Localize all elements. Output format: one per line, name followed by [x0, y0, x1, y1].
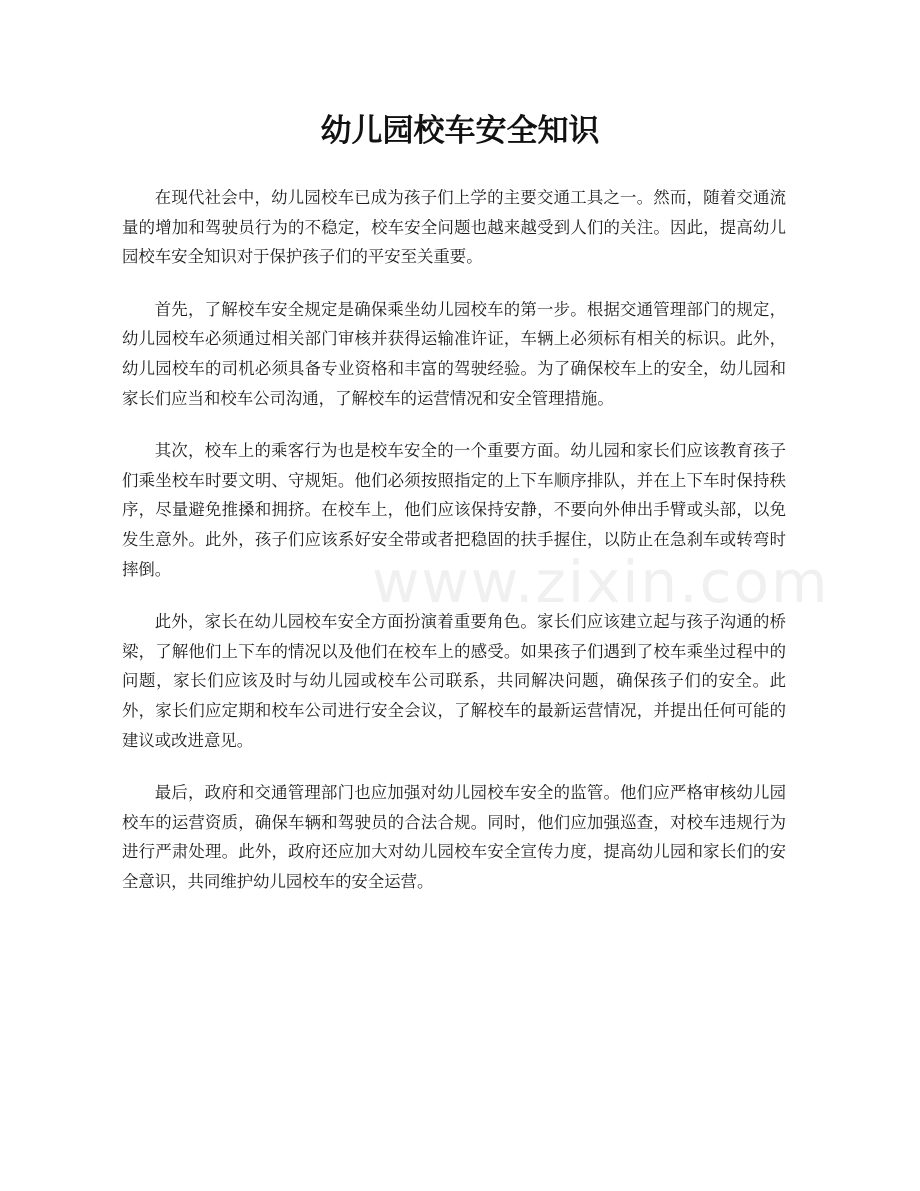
paragraph-government-oversight: 最后，政府和交通管理部门也应加强对幼儿园校车安全的监管。他们应严格审核幼儿园校车的运营资质，确保车辆和驾驶员的合法合规。同时，他们应加强巡查，对校车违规行为进行严肃处理。此外，政府还应加大对幼儿园校车安全宣传力度，提高幼儿园和家长们的安全意识，共同维护幼儿园校车的安全运营。 — [122, 783, 786, 891]
paragraph-parents-role: 此外，家长在幼儿园校车安全方面扮演着重要角色。家长们应该建立起与孩子沟通的桥梁，了解他们上下车的情况以及他们在校车上的感受。如果孩子们遇到了校车乘坐过程中的问题，家长们应该及时与幼儿园或校车公司联系，共同解决问题，确保孩子们的安全。此外，家长们应定期和校车公司进行安全会议，了解校车的最新运营情况，并提出任何可能的建议或改进意见。 — [122, 612, 786, 750]
paragraph-regulations: 首先，了解校车安全规定是确保乘坐幼儿园校车的第一步。根据交通管理部门的规定，幼儿园校车必须通过相关部门审核并获得运输准许证，车辆上必须标有相关的标识。此外，幼儿园校车的司机必须具备专业资格和丰富的驾驶经验。为了确保校车上的安全，幼儿园和家长们应当和校车公司沟通，了解校车的运营情况和安全管理措施。 — [122, 299, 786, 408]
paragraph-intro: 在现代社会中，幼儿园校车已成为孩子们上学的主要交通工具之一。然而，随着交通流量的增加和驾驶员行为的不稳定，校车安全问题也越来越受到人们的关注。因此，提高幼儿园校车安全知识对于保护孩子们的平安至关重要。 — [122, 188, 786, 267]
watermark: www.zixin.com — [372, 548, 830, 616]
document-body — [122, 183, 786, 919]
paragraph-passenger-behavior: 其次，校车上的乘客行为也是校车安全的一个重要方面。幼儿园和家长们应该教育孩子们乘坐校车时要文明、守规矩。他们必须按照指定的上下车顺序排队，并在上下车时保持秩序，尽量避免推搡和拥挤。在校车上，他们应该保持安静，不要向外伸出手臂或头部，以免发生意外。此外，孩子们应该系好安全带或者把稳固的扶手握住，以防止在急刹车或转弯时摔倒。 — [122, 441, 786, 579]
document-title: 幼儿园校车安全知识 — [320, 113, 600, 149]
